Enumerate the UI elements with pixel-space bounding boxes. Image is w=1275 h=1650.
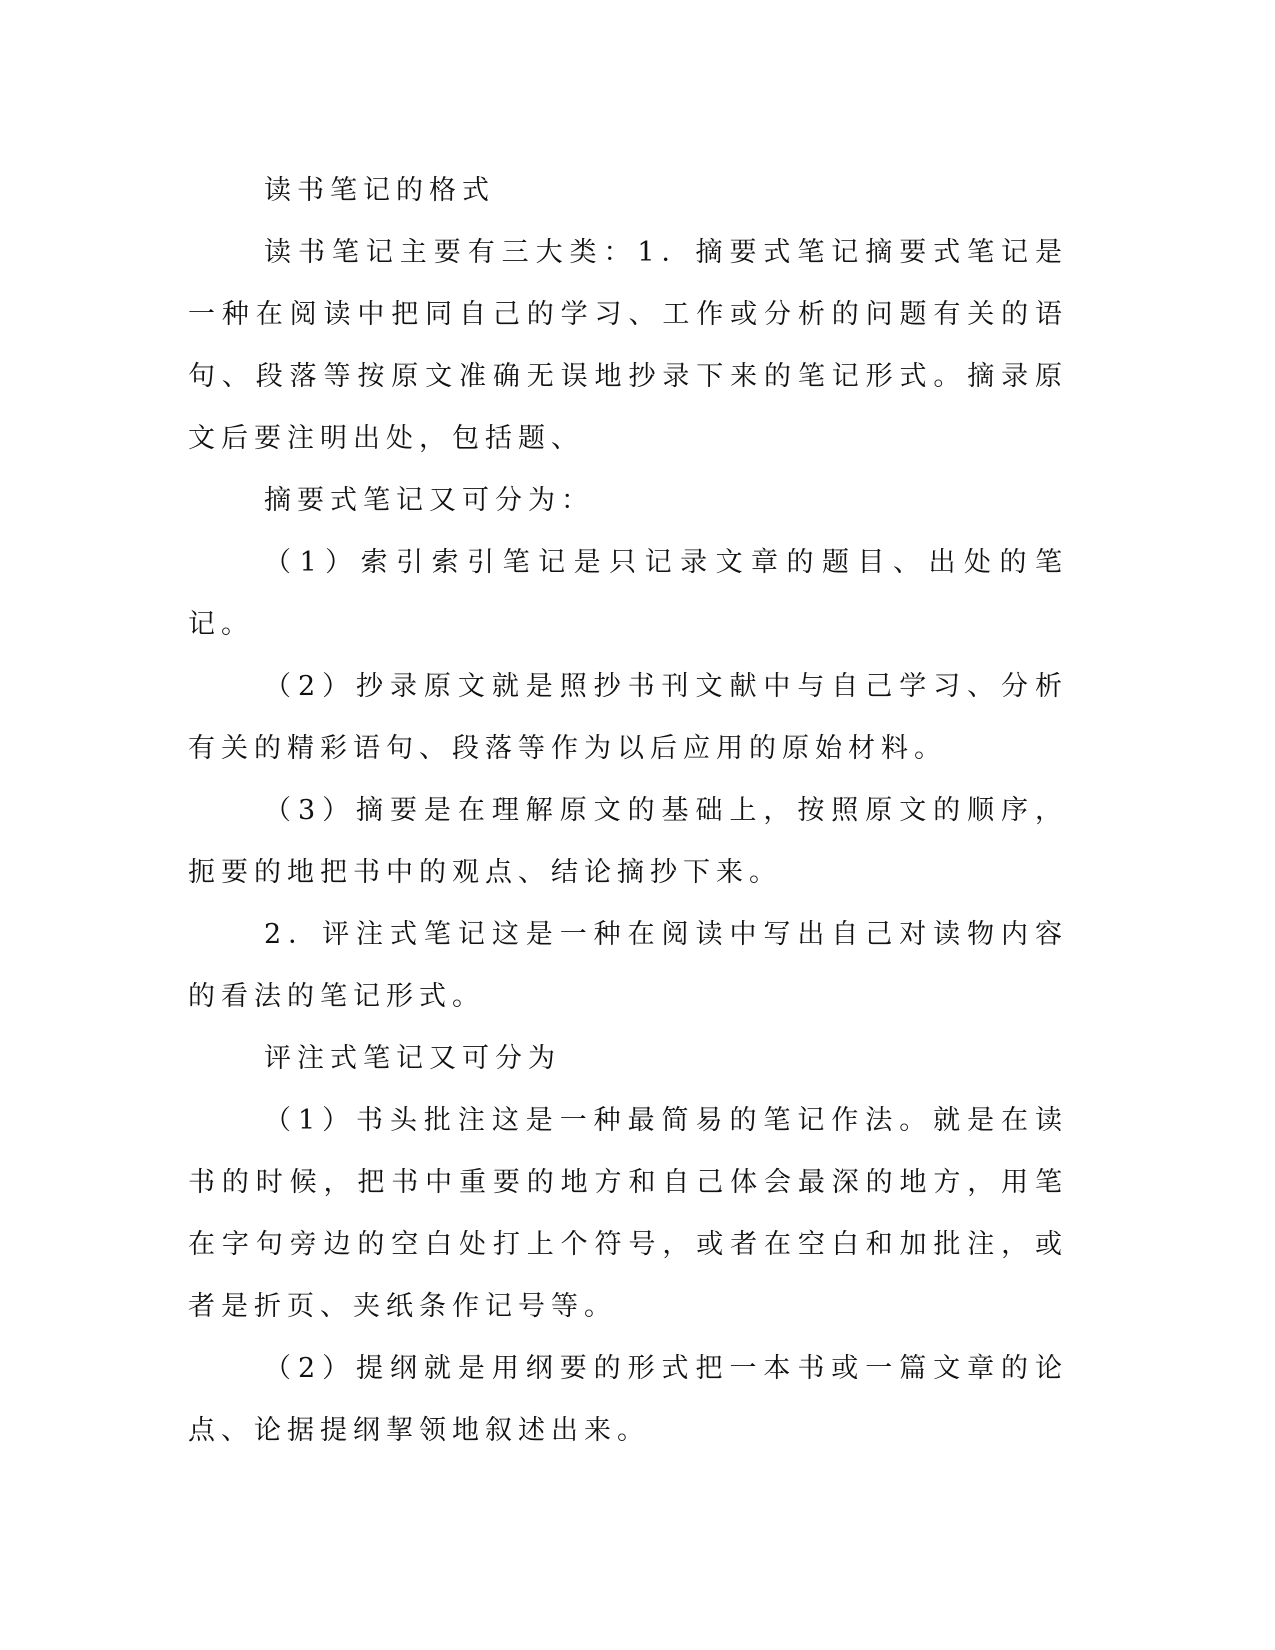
paragraph: （1）书头批注这是一种最简易的笔记作法。就是在读书的时候，把书中重要的地方和自己体会最深的地方，用笔在字句旁边的空白处打上个符号，或者在空白和加批注，或者是折页、夹纸条作记号等。 — [188, 1105, 1068, 1322]
paragraph: 评注式笔记又可分为 — [264, 1043, 561, 1074]
paragraph: （3）摘要是在理解原文的基础上，按照原文的顺序，扼要的地把书中的观点、结论摘抄下来。 — [188, 795, 1068, 888]
paragraph: （2）提纲就是用纲要的形式把一本书或一篇文章的论点、论据提纲挈领地叙述出来。 — [188, 1353, 1068, 1446]
paragraph: 摘要式笔记又可分为： — [264, 485, 594, 516]
paragraph: 读书笔记主要有三大类：1．摘要式笔记摘要式笔记是一种在阅读中把同自己的学习、工作或分析的问题有关的语句、段落等按原文准确无误地抄录下来的笔记形式。摘录原文后要注明出处，包括题、 — [188, 237, 1068, 454]
paragraph: （2）抄录原文就是照抄书刊文献中与自己学习、分析有关的精彩语句、段落等作为以后应用的原始材料。 — [188, 671, 1068, 764]
paragraph: 2．评注式笔记这是一种在阅读中写出自己对读物内容的看法的笔记形式。 — [188, 919, 1068, 1012]
document-title: 读书笔记的格式 — [264, 175, 495, 206]
paragraph: （1）索引索引笔记是只记录文章的题目、出处的笔记。 — [188, 547, 1068, 640]
document-body — [188, 160, 1068, 1462]
